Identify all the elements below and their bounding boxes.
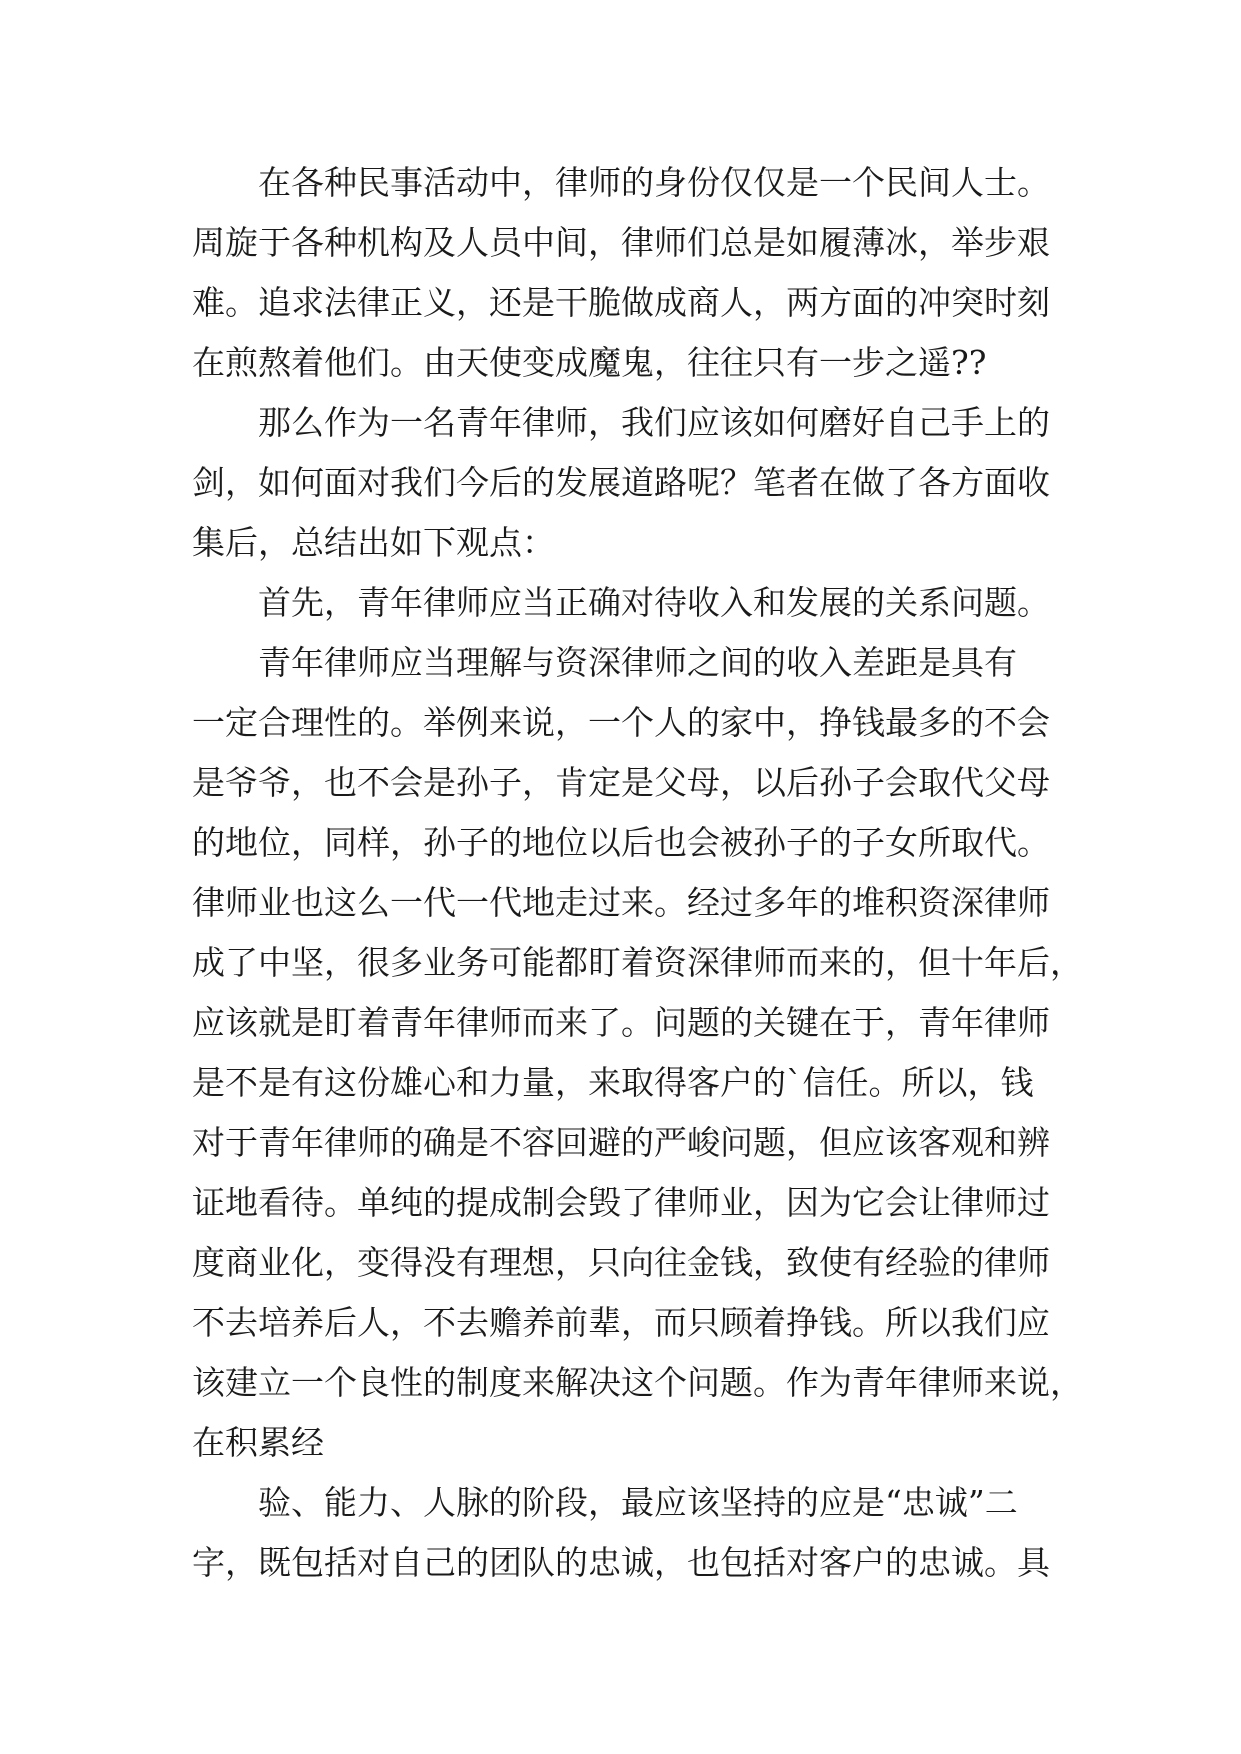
paragraph-line: 那么作为一名青年律师，我们应该如何磨好自己手上的 — [258, 403, 1050, 442]
paragraph-line: 应该就是盯着青年律师而来了。问题的关键在于，青年律师 — [192, 1003, 1050, 1042]
paragraph-line: 律师业也这么一代一代地走过来。经过多年的堆积资深律师 — [192, 883, 1050, 922]
paragraph-line: 一定合理性的。举例来说，一个人的家中，挣钱最多的不会 — [192, 703, 1050, 742]
paragraph-line: 在煎熬着他们。由天使变成魔鬼，往往只有一步之遥?? — [192, 343, 987, 382]
paragraph-line: 剑，如何面对我们今后的发展道路呢？笔者在做了各方面收 — [192, 463, 1050, 502]
paragraph-line: 验、能力、人脉的阶段，最应该坚持的应是“忠诚”二 — [258, 1483, 1018, 1522]
paragraph-line: 是不是有这份雄心和力量，来取得客户的`信任。所以，钱 — [192, 1063, 1034, 1102]
paragraph-line: 周旋于各种机构及人员中间，律师们总是如履薄冰，举步艰 — [192, 223, 1050, 262]
paragraph-line: 在积累经 — [192, 1423, 324, 1462]
paragraph-line: 对于青年律师的确是不容回避的严峻问题，但应该客观和辨 — [192, 1123, 1050, 1162]
paragraph-line: 难。追求法律正义，还是干脆做成商人，两方面的冲突时刻 — [192, 283, 1050, 322]
paragraph-line: 证地看待。单纯的提成制会毁了律师业，因为它会让律师过 — [192, 1183, 1050, 1222]
paragraph-line: 不去培养后人，不去赡养前辈，而只顾着挣钱。所以我们应 — [192, 1303, 1050, 1342]
paragraph-line: 度商业化，变得没有理想，只向往金钱，致使有经验的律师 — [192, 1243, 1050, 1282]
section-heading-line: 首先，青年律师应当正确对待收入和发展的关系问题。 — [258, 583, 1050, 622]
paragraph-line: 青年律师应当理解与资深律师之间的收入差距是具有 — [258, 643, 1017, 682]
paragraph-line: 在各种民事活动中，律师的身份仅仅是一个民间人士。 — [258, 163, 1050, 202]
paragraph-line: 是爷爷，也不会是孙子，肯定是父母，以后孙子会取代父母 — [192, 763, 1050, 802]
paragraph-line: 该建立一个良性的制度来解决这个问题。作为青年律师来说， — [192, 1363, 1083, 1402]
paragraph-line: 的地位，同样，孙子的地位以后也会被孙子的子女所取代。 — [192, 823, 1050, 862]
paragraph-line: 成了中坚，很多业务可能都盯着资深律师而来的，但十年后， — [192, 943, 1083, 982]
paragraph-line: 集后，总结出如下观点： — [192, 523, 555, 562]
paragraph-line: 字，既包括对自己的团队的忠诚，也包括对客户的忠诚。具 — [192, 1543, 1050, 1582]
